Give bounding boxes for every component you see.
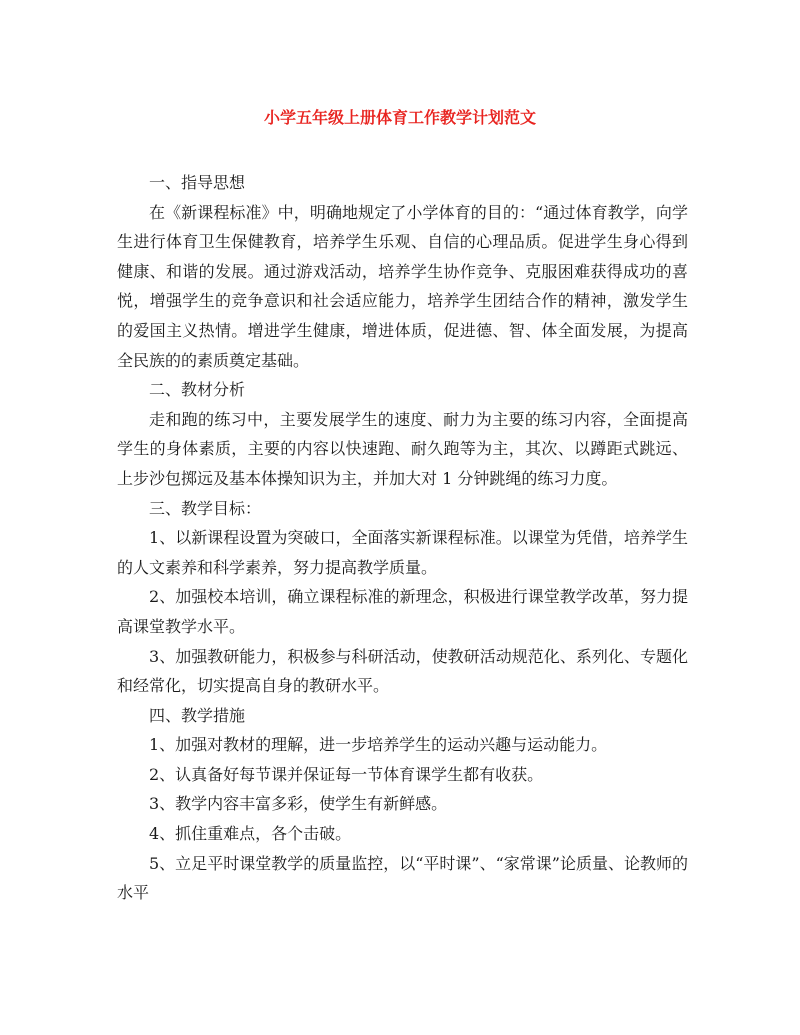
document-body [117, 168, 688, 908]
section-heading-teaching-measures: 四、教学措施 [149, 705, 246, 725]
section-heading-material-analysis: 二、教材分析 [149, 380, 246, 400]
list-item-goal-3: 3、加强教研能力，积极参与科研活动，使教研活动规范化、系列化、专题化和经常化，切实提高自身的教研水平。 [117, 646, 688, 696]
list-item-measure-4: 4、抓住重难点，各个击破。 [149, 824, 352, 844]
paragraph-guiding-thought: 在《新课程标准》中，明确地规定了小学体育的目的：“通过体育教学，向学生进行体育卫生保健教育，培养学生乐观、自信的心理品质。促进学生身心得到健康、和谐的发展。通过游戏活动，培养学生协作竞争、克服困难获得成功的喜悦，增强学生的竞争意识和社会适应能力，培养学生团结合作的精神，激发学生的爱国主义热情。增进学生健康，增进体质，促进德、智、体全面发展，为提高全民族的的素质奠定基础。 [117, 202, 688, 370]
list-item-measure-5: 5、立足平时课堂教学的质量监控，以“平时课”、“家常课”论质量、论教师的水平 [117, 853, 688, 903]
section-heading-guiding-thought: 一、指导思想 [149, 173, 246, 192]
section-heading-teaching-goals: 三、教学目标： [149, 498, 262, 518]
list-item-measure-1: 1、加强对教材的理解，进一步培养学生的运动兴趣与运动能力。 [149, 735, 608, 755]
list-item-goal-2: 2、加强校本培训，确立课程标准的新理念，积极进行课堂教学改革，努力提高课堂教学水平。 [117, 587, 688, 636]
document-title: 小学五年级上册体育工作教学计划范文 [263, 108, 536, 127]
list-item-goal-1: 1、以新课程设置为突破口，全面落实新课程标准。以课堂为凭借，培养学生的人文素养和科学素养，努力提高教学质量。 [117, 528, 688, 577]
list-item-measure-3: 3、教学内容丰富多彩，使学生有新鲜感。 [149, 794, 448, 814]
list-item-measure-2: 2、认真备好每节课并保证每一节体育课学生都有收获。 [149, 764, 544, 784]
paragraph-material-analysis: 走和跑的练习中，主要发展学生的速度、耐力为主要的练习内容，全面提高学生的身体素质，主要的内容以快速跑、耐久跑等为主，其次、以蹲距式跳远、上步沙包掷远及基本体操知识为主，并加大对 1 分钟跳绳的练习力度。 [117, 409, 688, 488]
